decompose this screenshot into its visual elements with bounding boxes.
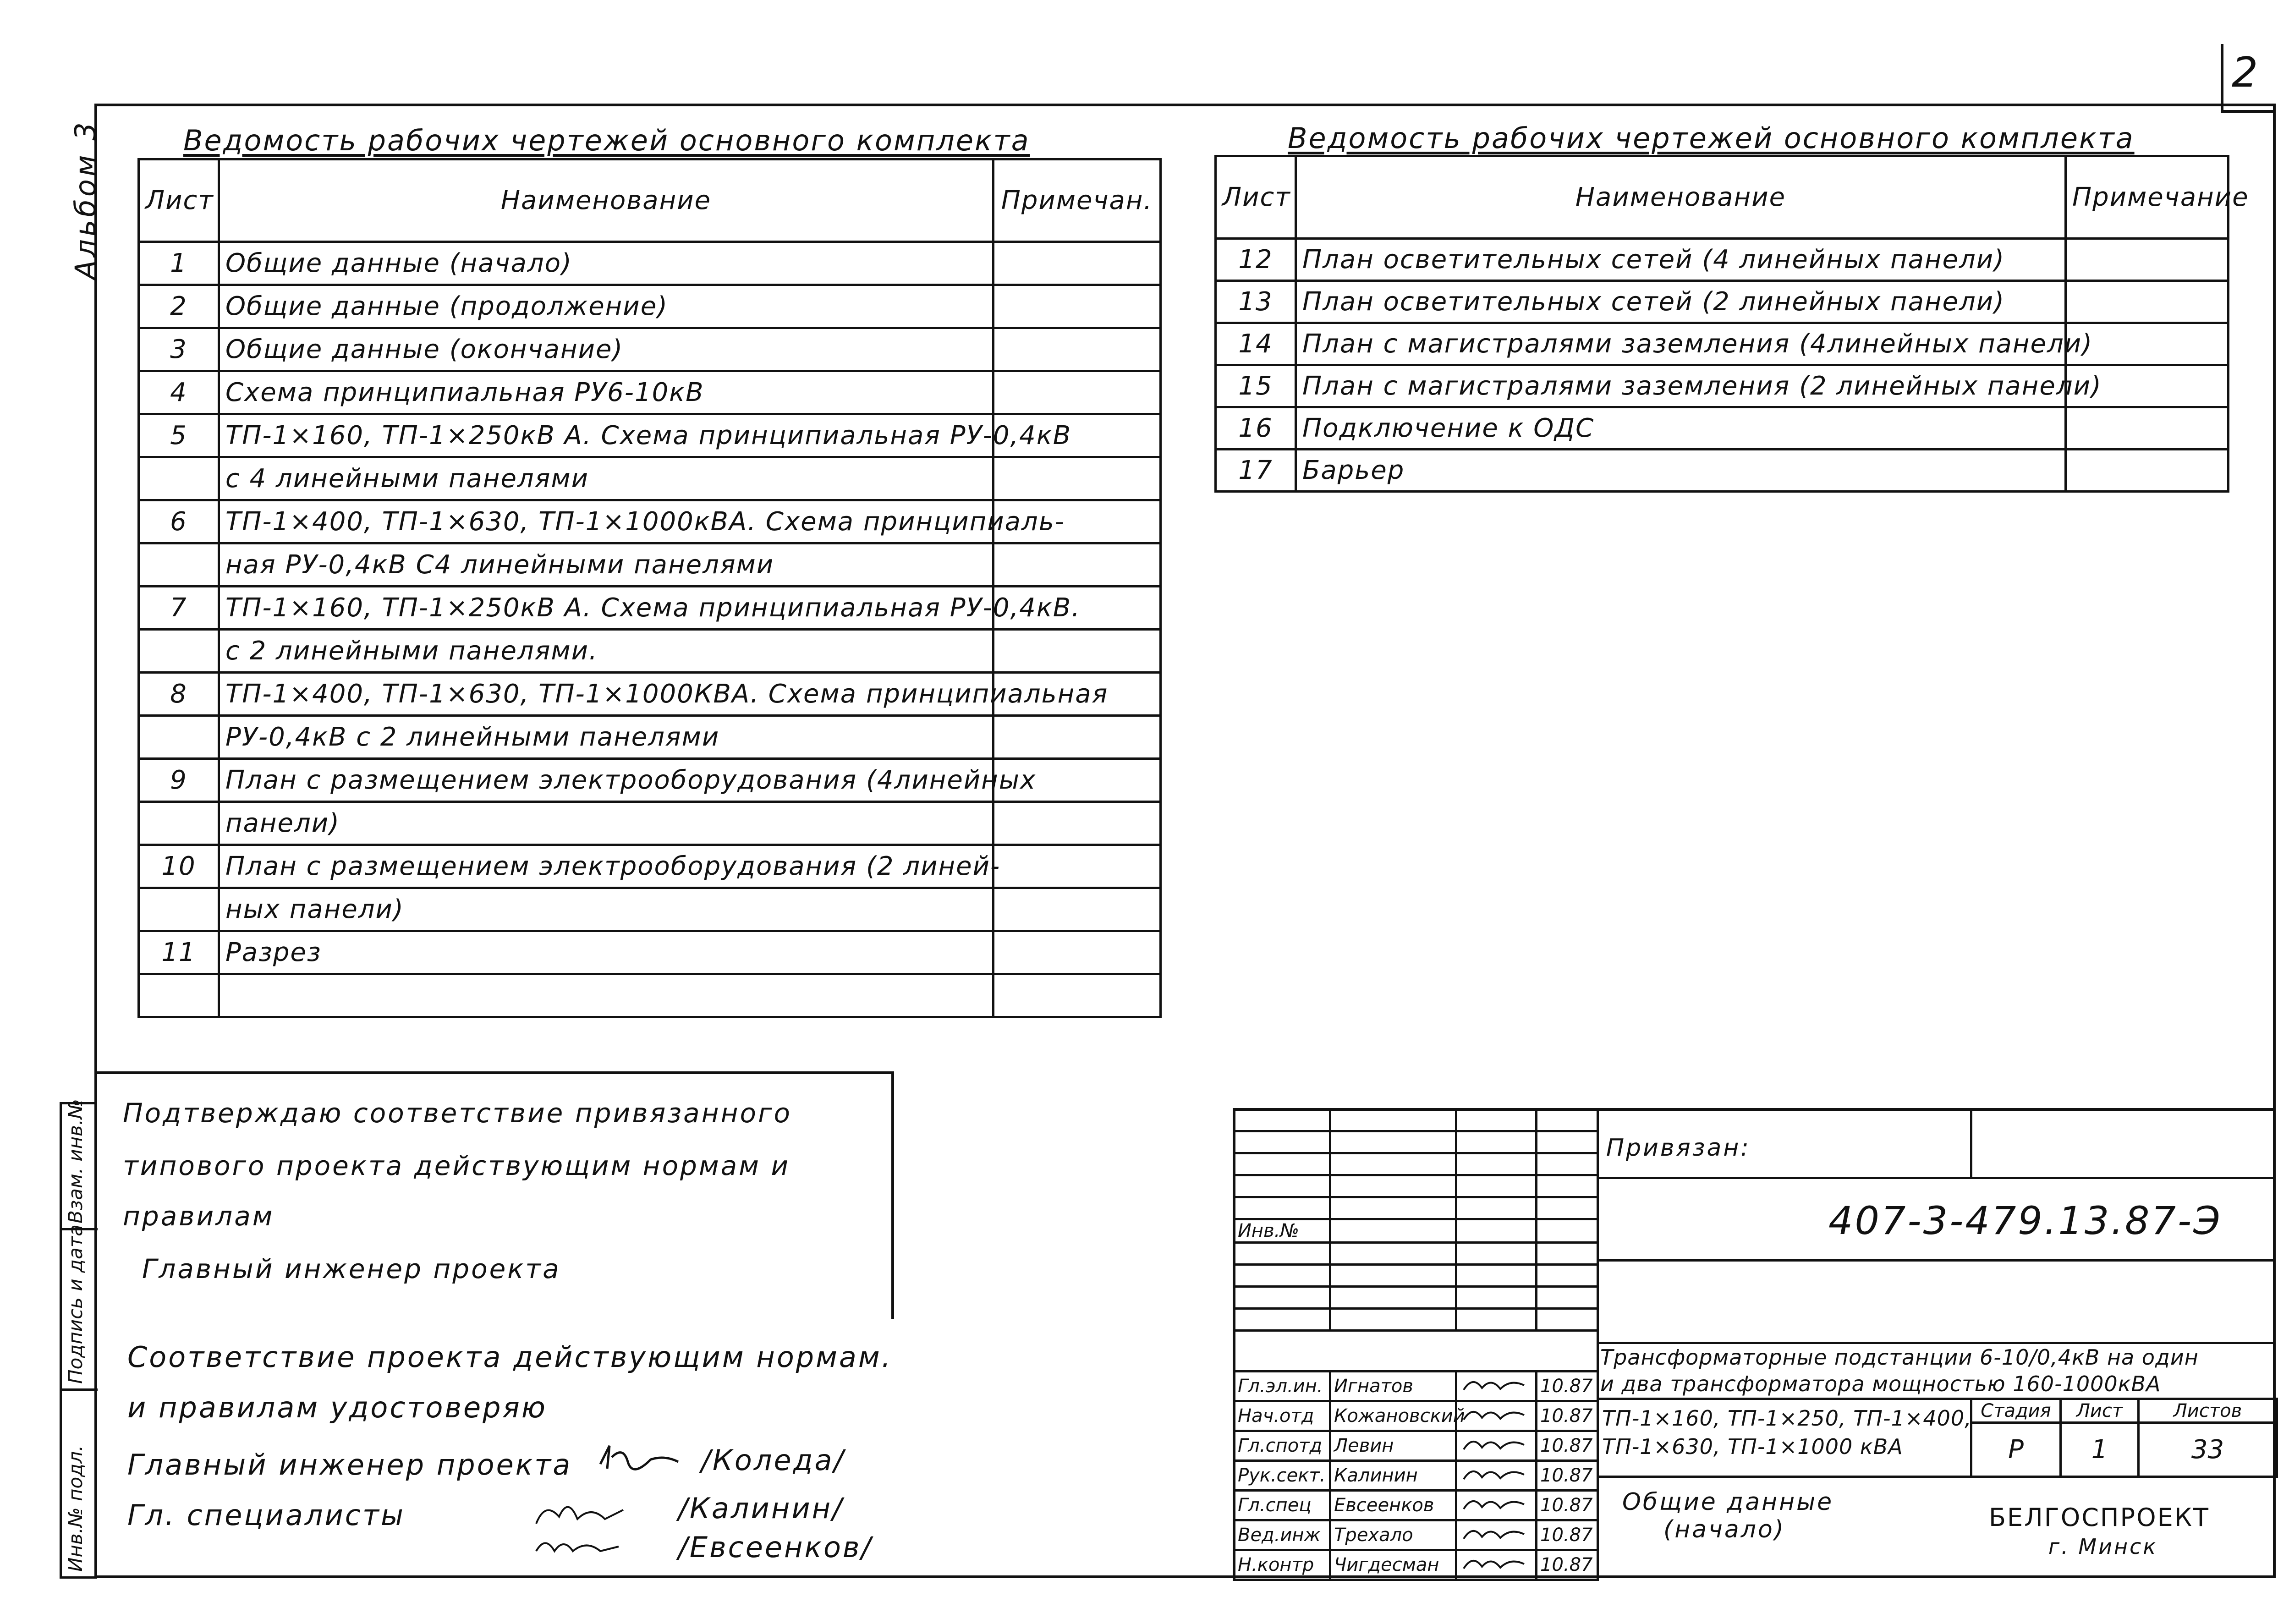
row-sheet-number: 12 xyxy=(1216,239,1296,281)
staff-role: Гл.эл.ин. xyxy=(1234,1372,1330,1401)
row-sheet-number: 5 xyxy=(139,414,219,457)
staff-row xyxy=(1234,1431,1598,1461)
sheet-title-line-2: (начало) xyxy=(1663,1516,1786,1543)
staff-role: Вед.инж xyxy=(1234,1520,1330,1550)
row-note xyxy=(994,888,1161,931)
sheet-value: 1 xyxy=(2061,1423,2139,1477)
table-row xyxy=(1216,450,2229,492)
row-note xyxy=(2066,450,2229,492)
table-row xyxy=(139,457,1161,500)
left-drawings-table xyxy=(137,158,1162,1018)
row-sheet-number xyxy=(139,543,219,587)
row-title: РУ-0,4кВ с 2 линейными панелями xyxy=(219,716,994,759)
signature-kalinin xyxy=(532,1492,637,1533)
row-sheet-number: 4 xyxy=(139,371,219,414)
row-note xyxy=(994,630,1161,673)
signature-koleda xyxy=(596,1437,683,1478)
row-title: План с магистралями заземления (2 линейных панели) xyxy=(1296,365,2066,407)
row-sheet-number: 2 xyxy=(139,285,219,328)
variants-line-2: ТП-1×630, ТП-1×1000 кВА xyxy=(1602,1434,1903,1459)
left-table-title: Ведомость рабочих чертежей основного комплекта xyxy=(183,124,1030,157)
table-row xyxy=(139,888,1161,931)
sheet-title-line-1: Общие данные xyxy=(1622,1488,1834,1516)
table-row xyxy=(139,974,1161,1017)
certify-line-2: и правилам удостоверяю xyxy=(127,1391,547,1424)
confirm-line-4: Главный инженер проекта xyxy=(142,1253,561,1284)
row-sheet-number xyxy=(139,716,219,759)
row-title: План осветительных сетей (2 линейных панели) xyxy=(1296,281,2066,323)
staff-row xyxy=(1234,1401,1598,1431)
table-row xyxy=(1216,239,2229,281)
stage-value: Р xyxy=(1971,1423,2061,1477)
staff-date: 10.87 xyxy=(1537,1461,1598,1491)
certify-line-1: Соответствие проекта действующим нормам. xyxy=(127,1340,893,1374)
staff-name: Чигдесман xyxy=(1330,1550,1456,1580)
row-note xyxy=(994,285,1161,328)
staff-role: Рук.сект. xyxy=(1234,1461,1330,1491)
certify-name-3: /Евсеенков/ xyxy=(678,1531,873,1564)
variants-line-1: ТП-1×160, ТП-1×250, ТП-1×400, xyxy=(1602,1406,1972,1431)
table-row xyxy=(139,587,1161,630)
blank-cell xyxy=(1597,1259,2276,1344)
side-field-signature-date: Подпись и дата xyxy=(64,1224,87,1384)
row-sheet-number: 10 xyxy=(139,845,219,888)
table-row xyxy=(1216,281,2229,323)
row-title: Схема принципиальная РУ6-10кВ xyxy=(219,371,994,414)
staff-signature xyxy=(1456,1372,1537,1401)
row-sheet-number: 17 xyxy=(1216,450,1296,492)
table-row xyxy=(139,802,1161,845)
col-header-name: Наименование xyxy=(1296,156,2066,239)
row-title xyxy=(219,974,994,1017)
staff-role: Н.контр xyxy=(1234,1550,1330,1580)
table-row xyxy=(139,543,1161,587)
col-header-note: Примечан. xyxy=(994,159,1161,242)
signature-evseenkov xyxy=(532,1531,623,1563)
table-row xyxy=(139,371,1161,414)
row-sheet-number: 7 xyxy=(139,587,219,630)
row-title: Общие данные (продолжение) xyxy=(219,285,994,328)
row-title: Общие данные (начало) xyxy=(219,242,994,285)
sheets-value: 33 xyxy=(2139,1423,2277,1477)
table-row xyxy=(139,759,1161,802)
right-drawings-table xyxy=(1214,155,2249,493)
row-note xyxy=(994,543,1161,587)
table-row xyxy=(139,242,1161,285)
staff-row xyxy=(1234,1372,1598,1401)
staff-name: Кожановский xyxy=(1330,1401,1456,1431)
staff-name: Калинин xyxy=(1330,1461,1456,1491)
col-header-sheet: Лист xyxy=(1216,156,1296,239)
table-row xyxy=(139,414,1161,457)
row-note xyxy=(994,845,1161,888)
row-title: с 4 линейными панелями xyxy=(219,457,994,500)
org-city: г. Минск xyxy=(2048,1534,2158,1559)
project-name-line-1: Трансформаторные подстанции 6-10/0,4кВ на один xyxy=(1600,1345,2199,1370)
row-note xyxy=(994,242,1161,285)
row-title: ТП-1×160, ТП-1×250кВ А. Схема принципиальная РУ-0,4кВ xyxy=(219,414,994,457)
row-sheet-number: 15 xyxy=(1216,365,1296,407)
staff-date: 10.87 xyxy=(1537,1372,1598,1401)
row-title: Разрез xyxy=(219,931,994,974)
row-sheet-number: 13 xyxy=(1216,281,1296,323)
side-field-replacement-inv: Взам. инв.№ xyxy=(64,1099,87,1223)
staff-name: Трехало xyxy=(1330,1520,1456,1550)
staff-signature xyxy=(1456,1491,1537,1520)
row-sheet-number xyxy=(139,974,219,1017)
staff-date: 10.87 xyxy=(1537,1520,1598,1550)
row-title: Барьер xyxy=(1296,450,2066,492)
confirm-line-2: типового проекта действующим нормам и xyxy=(123,1150,790,1181)
table-row xyxy=(139,931,1161,974)
tied-label: Привязан: xyxy=(1606,1134,1751,1162)
table-row xyxy=(1216,365,2229,407)
col-header-sheet: Лист xyxy=(139,159,219,242)
approval-staff-table xyxy=(1233,1370,1599,1581)
row-title: панели) xyxy=(219,802,994,845)
row-sheet-number: 16 xyxy=(1216,407,1296,450)
staff-date: 10.87 xyxy=(1537,1431,1598,1461)
row-title: с 2 линейными панелями. xyxy=(219,630,994,673)
row-note xyxy=(2066,239,2229,281)
row-note xyxy=(994,371,1161,414)
table-row xyxy=(139,716,1161,759)
row-title: ТП-1×400, ТП-1×630, ТП-1×1000КВА. Схема принципиальная xyxy=(219,673,994,716)
row-note xyxy=(994,328,1161,371)
certify-name-2: /Калинин/ xyxy=(678,1492,844,1525)
confirm-line-3: правилам xyxy=(123,1201,274,1232)
certify-line-3: Главный инженер проекта xyxy=(127,1448,572,1481)
row-note xyxy=(2066,281,2229,323)
row-title: ТП-1×400, ТП-1×630, ТП-1×1000кВА. Схема принципиаль- xyxy=(219,500,994,543)
row-sheet-number: 1 xyxy=(139,242,219,285)
staff-role: Нач.отд xyxy=(1234,1401,1330,1431)
row-title: ТП-1×160, ТП-1×250кВ А. Схема принципиальная РУ-0,4кВ. xyxy=(219,587,994,630)
row-sheet-number: 3 xyxy=(139,328,219,371)
confirm-line-1: Подтверждаю соответствие привязанного xyxy=(123,1097,792,1129)
row-title: План с магистралями заземления (4линейных панели) xyxy=(1296,323,2066,365)
album-label: Альбом 3 xyxy=(69,120,102,280)
row-sheet-number xyxy=(139,457,219,500)
row-sheet-number: 14 xyxy=(1216,323,1296,365)
staff-signature xyxy=(1456,1520,1537,1550)
row-note xyxy=(994,457,1161,500)
row-note xyxy=(994,974,1161,1017)
staff-name: Игнатов xyxy=(1330,1372,1456,1401)
staff-signature xyxy=(1456,1401,1537,1431)
right-table-title: Ведомость рабочих чертежей основного комплекта xyxy=(1288,121,2135,155)
staff-date: 10.87 xyxy=(1537,1491,1598,1520)
table-row xyxy=(139,328,1161,371)
stage-header: Стадия xyxy=(1971,1399,2061,1423)
row-title: План осветительных сетей (4 линейных панели) xyxy=(1296,239,2066,281)
staff-role: Гл.спотд xyxy=(1234,1431,1330,1461)
table-row xyxy=(139,500,1161,543)
certify-line-4: Гл. специалисты xyxy=(127,1498,405,1532)
staff-date: 10.87 xyxy=(1537,1401,1598,1431)
staff-signature xyxy=(1456,1550,1537,1580)
row-sheet-number xyxy=(139,630,219,673)
table-row xyxy=(1216,323,2229,365)
row-note xyxy=(2066,407,2229,450)
table-row xyxy=(139,285,1161,328)
staff-date: 10.87 xyxy=(1537,1550,1598,1580)
staff-role: Гл.спец xyxy=(1234,1491,1330,1520)
staff-signature xyxy=(1456,1431,1537,1461)
col-header-name: Наименование xyxy=(219,159,994,242)
row-title: Общие данные (окончание) xyxy=(219,328,994,371)
project-name-line-2: и два трансформатора мощностью 160-1000кВА xyxy=(1600,1372,2161,1396)
staff-name: Левин xyxy=(1330,1431,1456,1461)
sheet-corner-number: 2 xyxy=(2221,44,2276,113)
row-note xyxy=(994,716,1161,759)
tied-right-cell xyxy=(1970,1108,2276,1179)
table-row xyxy=(139,673,1161,716)
certify-name-1: /Коледа/ xyxy=(701,1443,845,1477)
row-sheet-number: 9 xyxy=(139,759,219,802)
table-row xyxy=(139,630,1161,673)
row-title: Подключение к ОДС xyxy=(1296,407,2066,450)
row-note xyxy=(994,802,1161,845)
staff-signature xyxy=(1456,1461,1537,1491)
row-sheet-number xyxy=(139,888,219,931)
staff-row xyxy=(1234,1461,1598,1491)
row-title: ная РУ-0,4кВ С4 линейными панелями xyxy=(219,543,994,587)
variants-divider xyxy=(1597,1476,1970,1478)
staff-row xyxy=(1234,1550,1598,1580)
row-sheet-number: 8 xyxy=(139,673,219,716)
approval-grid-empty xyxy=(1233,1108,1599,1332)
table-row xyxy=(139,845,1161,888)
sheets-header: Листов xyxy=(2139,1399,2277,1423)
row-sheet-number: 11 xyxy=(139,931,219,974)
col-header-note: Примечание xyxy=(2066,156,2229,239)
stage-table xyxy=(1970,1398,2278,1478)
row-title: План с размещением электрооборудования (4линейных xyxy=(219,759,994,802)
document-code: 407-3-479.13.87-Э xyxy=(1828,1198,2222,1243)
row-sheet-number: 6 xyxy=(139,500,219,543)
row-note xyxy=(994,931,1161,974)
side-field-inv-orig: Инв.№ подл. xyxy=(64,1445,87,1572)
row-title: План с размещением электрооборудования (2 линей- xyxy=(219,845,994,888)
row-sheet-number xyxy=(139,802,219,845)
staff-row xyxy=(1234,1520,1598,1550)
staff-name: Евсеенков xyxy=(1330,1491,1456,1520)
org-name: БЕЛГОСПРОЕКТ xyxy=(1989,1503,2210,1532)
table-row xyxy=(1216,407,2229,450)
staff-row xyxy=(1234,1491,1598,1520)
row-title: ных панели) xyxy=(219,888,994,931)
sheet-header: Лист xyxy=(2061,1399,2139,1423)
inv-no-label: Инв.№ xyxy=(1234,1219,1330,1243)
